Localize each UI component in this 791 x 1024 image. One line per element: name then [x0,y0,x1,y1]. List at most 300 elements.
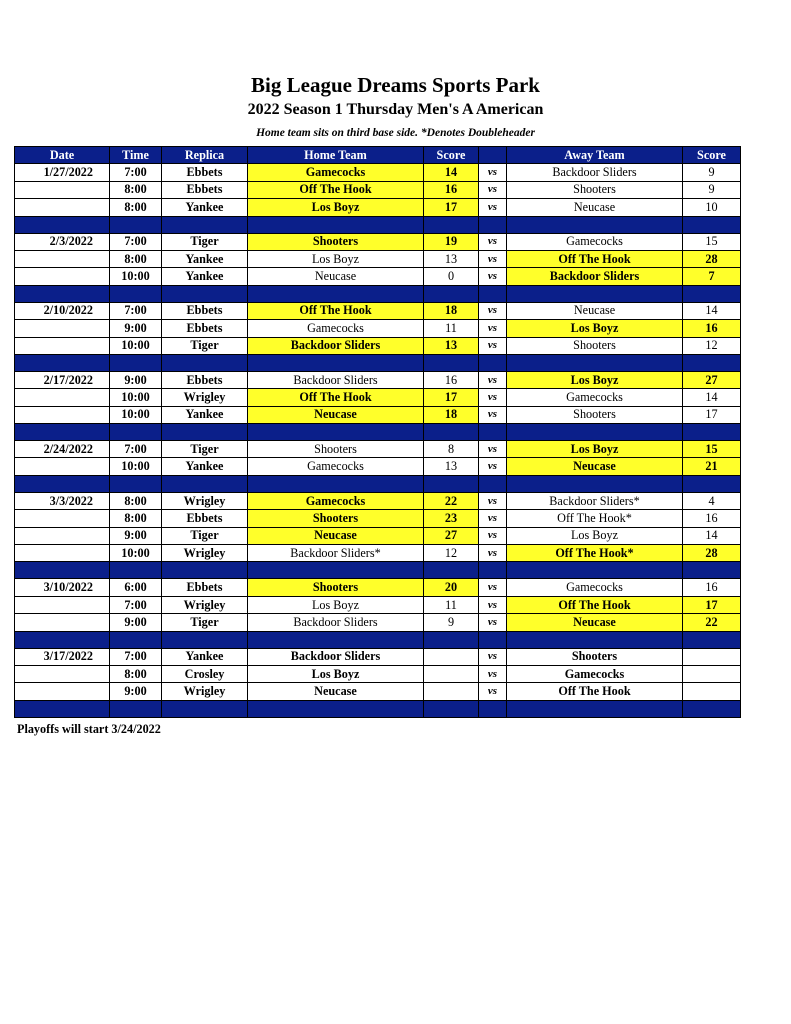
separator-cell [162,700,248,717]
game-time: 9:00 [110,614,162,631]
game-date [15,320,110,337]
vs-label: vs [479,510,507,527]
away-score: 17 [683,596,741,613]
week-separator [15,285,741,302]
separator-cell [424,475,479,492]
home-team: Gamecocks [248,164,424,181]
away-score: 14 [683,302,741,319]
away-score: 21 [683,458,741,475]
home-team: Backdoor Sliders* [248,545,424,562]
away-team: Off The Hook [507,596,683,613]
separator-cell [162,475,248,492]
home-team: Off The Hook [248,302,424,319]
separator-cell [424,424,479,441]
home-score: 18 [424,302,479,319]
separator-cell [110,562,162,579]
game-row [15,389,741,406]
game-date [15,389,110,406]
game-time: 7:00 [110,596,162,613]
home-team: Neucase [248,683,424,700]
away-team: Off The Hook [507,683,683,700]
game-replica: Wrigley [162,492,248,509]
separator-cell [507,424,683,441]
away-team: Los Boyz [507,441,683,458]
separator-cell [15,700,110,717]
game-time: 7:00 [110,648,162,665]
game-replica: Wrigley [162,596,248,613]
vs-label: vs [479,579,507,596]
home-team: Los Boyz [248,596,424,613]
away-score: 9 [683,164,741,181]
separator-cell [683,631,741,648]
vs-label: vs [479,233,507,250]
separator-cell [15,631,110,648]
separator-cell [110,631,162,648]
header-replica: Replica [162,147,248,164]
vs-label: vs [479,683,507,700]
separator-cell [683,475,741,492]
header-away-score: Score [683,147,741,164]
game-time: 9:00 [110,527,162,544]
home-team: Shooters [248,441,424,458]
game-date [15,545,110,562]
vs-label: vs [479,406,507,423]
home-score: 20 [424,579,479,596]
separator-cell [479,631,507,648]
away-team: Shooters [507,648,683,665]
separator-cell [507,631,683,648]
header-home-team: Home Team [248,147,424,164]
away-score: 4 [683,492,741,509]
away-team: Los Boyz [507,527,683,544]
game-row [15,579,741,596]
game-time: 7:00 [110,164,162,181]
game-date [15,665,110,682]
separator-cell [479,700,507,717]
game-row [15,302,741,319]
home-team: Backdoor Sliders [248,648,424,665]
away-team: Neucase [507,614,683,631]
game-row [15,458,741,475]
separator-cell [507,562,683,579]
game-replica: Crosley [162,665,248,682]
separator-cell [162,424,248,441]
away-score: 16 [683,510,741,527]
away-team: Off The Hook* [507,545,683,562]
home-team: Off The Hook [248,389,424,406]
game-row [15,181,741,198]
game-row [15,199,741,216]
away-score: 15 [683,441,741,458]
game-replica: Tiger [162,614,248,631]
vs-label: vs [479,527,507,544]
game-row [15,596,741,613]
separator-cell [507,354,683,371]
separator-cell [479,285,507,302]
separator-cell [683,216,741,233]
separator-cell [683,700,741,717]
separator-cell [15,562,110,579]
separator-cell [110,700,162,717]
separator-cell [15,354,110,371]
separator-cell [424,700,479,717]
game-time: 10:00 [110,458,162,475]
game-date: 1/27/2022 [15,164,110,181]
home-team: Shooters [248,579,424,596]
vs-label: vs [479,250,507,267]
away-score: 14 [683,527,741,544]
game-replica: Ebbets [162,579,248,596]
game-time: 8:00 [110,665,162,682]
game-row [15,683,741,700]
game-time: 10:00 [110,406,162,423]
away-team: Neucase [507,302,683,319]
game-row [15,337,741,354]
game-date: 2/3/2022 [15,233,110,250]
home-team: Los Boyz [248,665,424,682]
game-time: 7:00 [110,302,162,319]
away-team: Off The Hook* [507,510,683,527]
separator-cell [683,562,741,579]
home-score: 19 [424,233,479,250]
game-row [15,406,741,423]
home-score: 23 [424,510,479,527]
game-row [15,441,741,458]
week-separator [15,700,741,717]
away-score: 16 [683,320,741,337]
vs-label: vs [479,441,507,458]
game-time: 8:00 [110,199,162,216]
separator-cell [248,424,424,441]
separator-cell [248,562,424,579]
game-time: 8:00 [110,250,162,267]
away-score: 22 [683,614,741,631]
home-score: 0 [424,268,479,285]
home-team: Shooters [248,233,424,250]
game-date [15,683,110,700]
week-separator [15,631,741,648]
separator-cell [507,475,683,492]
week-separator [15,216,741,233]
home-team: Neucase [248,527,424,544]
game-date [15,458,110,475]
game-row [15,250,741,267]
game-time: 10:00 [110,268,162,285]
game-replica: Ebbets [162,371,248,388]
away-team: Gamecocks [507,665,683,682]
separator-cell [110,475,162,492]
separator-cell [110,285,162,302]
away-score: 28 [683,250,741,267]
game-row [15,527,741,544]
separator-cell [110,216,162,233]
separator-cell [110,354,162,371]
away-team: Shooters [507,337,683,354]
home-score: 16 [424,181,479,198]
separator-cell [479,216,507,233]
home-team: Los Boyz [248,250,424,267]
separator-cell [683,424,741,441]
vs-label: vs [479,164,507,181]
away-score: 28 [683,545,741,562]
game-date [15,614,110,631]
game-date [15,596,110,613]
separator-cell [162,285,248,302]
game-date [15,337,110,354]
vs-label: vs [479,648,507,665]
game-date: 3/3/2022 [15,492,110,509]
game-row [15,545,741,562]
game-replica: Ebbets [162,302,248,319]
vs-label: vs [479,389,507,406]
game-row [15,648,741,665]
game-date [15,181,110,198]
vs-label: vs [479,458,507,475]
home-team: Off The Hook [248,181,424,198]
away-team: Gamecocks [507,389,683,406]
home-score: 22 [424,492,479,509]
game-replica: Wrigley [162,389,248,406]
game-replica: Tiger [162,527,248,544]
home-team: Gamecocks [248,492,424,509]
away-team: Off The Hook [507,250,683,267]
vs-label: vs [479,665,507,682]
away-team: Gamecocks [507,579,683,596]
game-replica: Wrigley [162,683,248,700]
game-date: 2/24/2022 [15,441,110,458]
away-team: Backdoor Sliders [507,268,683,285]
home-team: Gamecocks [248,320,424,337]
separator-cell [424,631,479,648]
week-separator [15,475,741,492]
vs-label: vs [479,614,507,631]
separator-cell [162,354,248,371]
away-score: 7 [683,268,741,285]
away-score [683,648,741,665]
game-time: 9:00 [110,320,162,337]
away-score [683,665,741,682]
vs-label: vs [479,371,507,388]
game-time: 8:00 [110,492,162,509]
game-replica: Ebbets [162,510,248,527]
away-team: Neucase [507,199,683,216]
separator-cell [162,216,248,233]
away-team: Los Boyz [507,371,683,388]
game-row [15,164,741,181]
vs-label: vs [479,337,507,354]
separator-cell [248,700,424,717]
game-replica: Tiger [162,441,248,458]
separator-cell [424,285,479,302]
away-score: 17 [683,406,741,423]
game-time: 7:00 [110,233,162,250]
game-time: 8:00 [110,181,162,198]
separator-cell [683,354,741,371]
game-time: 6:00 [110,579,162,596]
home-score: 12 [424,545,479,562]
home-score: 13 [424,337,479,354]
home-score [424,648,479,665]
home-score: 17 [424,389,479,406]
game-date [15,527,110,544]
header-home-score: Score [424,147,479,164]
game-date: 3/10/2022 [15,579,110,596]
away-team: Shooters [507,406,683,423]
week-separator [15,424,741,441]
game-row [15,268,741,285]
away-score: 16 [683,579,741,596]
game-row [15,614,741,631]
game-time: 8:00 [110,510,162,527]
game-row [15,233,741,250]
game-date: 2/17/2022 [15,371,110,388]
home-score: 11 [424,320,479,337]
separator-cell [110,424,162,441]
home-score [424,665,479,682]
home-score: 9 [424,614,479,631]
home-score: 17 [424,199,479,216]
game-replica: Yankee [162,250,248,267]
schedule-table [14,146,741,718]
home-team: Backdoor Sliders [248,337,424,354]
home-score: 8 [424,441,479,458]
away-score: 10 [683,199,741,216]
separator-cell [479,354,507,371]
separator-cell [162,631,248,648]
away-team: Backdoor Sliders [507,164,683,181]
game-time: 7:00 [110,441,162,458]
home-team: Shooters [248,510,424,527]
game-date: 3/17/2022 [15,648,110,665]
home-team: Neucase [248,406,424,423]
home-score: 13 [424,250,479,267]
separator-cell [248,475,424,492]
separator-cell [248,285,424,302]
game-time: 10:00 [110,389,162,406]
game-replica: Ebbets [162,181,248,198]
vs-label: vs [479,545,507,562]
separator-cell [507,216,683,233]
separator-cell [507,700,683,717]
home-score: 14 [424,164,479,181]
header-row [15,147,741,164]
schedule-body [15,164,741,717]
game-date: 2/10/2022 [15,302,110,319]
home-team: Backdoor Sliders [248,614,424,631]
separator-cell [15,216,110,233]
game-date [15,250,110,267]
separator-cell [248,631,424,648]
game-row [15,510,741,527]
home-score: 27 [424,527,479,544]
week-separator [15,562,741,579]
separator-cell [162,562,248,579]
away-team: Backdoor Sliders* [507,492,683,509]
separator-cell [15,285,110,302]
footer-note: Playoffs will start 3/24/2022 [17,722,161,736]
game-replica: Wrigley [162,545,248,562]
away-score: 9 [683,181,741,198]
separator-cell [479,562,507,579]
header-away-team: Away Team [507,147,683,164]
game-row [15,665,741,682]
game-replica: Yankee [162,458,248,475]
separator-cell [507,285,683,302]
header-vs [479,147,507,164]
game-row [15,320,741,337]
separator-cell [424,562,479,579]
vs-label: vs [479,596,507,613]
separator-cell [479,424,507,441]
home-team: Los Boyz [248,199,424,216]
game-replica: Yankee [162,268,248,285]
vs-label: vs [479,492,507,509]
home-score: 13 [424,458,479,475]
vs-label: vs [479,268,507,285]
away-score: 27 [683,371,741,388]
page-note: Home team sits on third base side. *Denotes Doubleheader [256,127,535,139]
game-time: 10:00 [110,337,162,354]
separator-cell [248,216,424,233]
separator-cell [15,424,110,441]
game-date [15,199,110,216]
game-time: 10:00 [110,545,162,562]
away-team: Gamecocks [507,233,683,250]
separator-cell [424,216,479,233]
separator-cell [479,475,507,492]
vs-label: vs [479,181,507,198]
home-team: Gamecocks [248,458,424,475]
page-title: Big League Dreams Sports Park [251,73,540,97]
away-team: Los Boyz [507,320,683,337]
away-score: 14 [683,389,741,406]
game-time: 9:00 [110,683,162,700]
vs-label: vs [479,199,507,216]
page-subtitle: 2022 Season 1 Thursday Men's A American [247,101,544,118]
game-date [15,510,110,527]
away-team: Neucase [507,458,683,475]
vs-label: vs [479,302,507,319]
separator-cell [248,354,424,371]
away-score [683,683,741,700]
vs-label: vs [479,320,507,337]
away-score: 15 [683,233,741,250]
week-separator [15,354,741,371]
home-score: 18 [424,406,479,423]
game-replica: Yankee [162,406,248,423]
away-score: 12 [683,337,741,354]
home-score [424,683,479,700]
game-row [15,371,741,388]
separator-cell [683,285,741,302]
game-date [15,406,110,423]
home-team: Neucase [248,268,424,285]
game-replica: Ebbets [162,320,248,337]
separator-cell [424,354,479,371]
home-score: 11 [424,596,479,613]
home-score: 16 [424,371,479,388]
game-row [15,492,741,509]
game-date [15,268,110,285]
game-replica: Tiger [162,233,248,250]
away-team: Shooters [507,181,683,198]
header-date: Date [15,147,110,164]
separator-cell [15,475,110,492]
game-time: 9:00 [110,371,162,388]
game-replica: Tiger [162,337,248,354]
game-replica: Yankee [162,199,248,216]
game-replica: Yankee [162,648,248,665]
